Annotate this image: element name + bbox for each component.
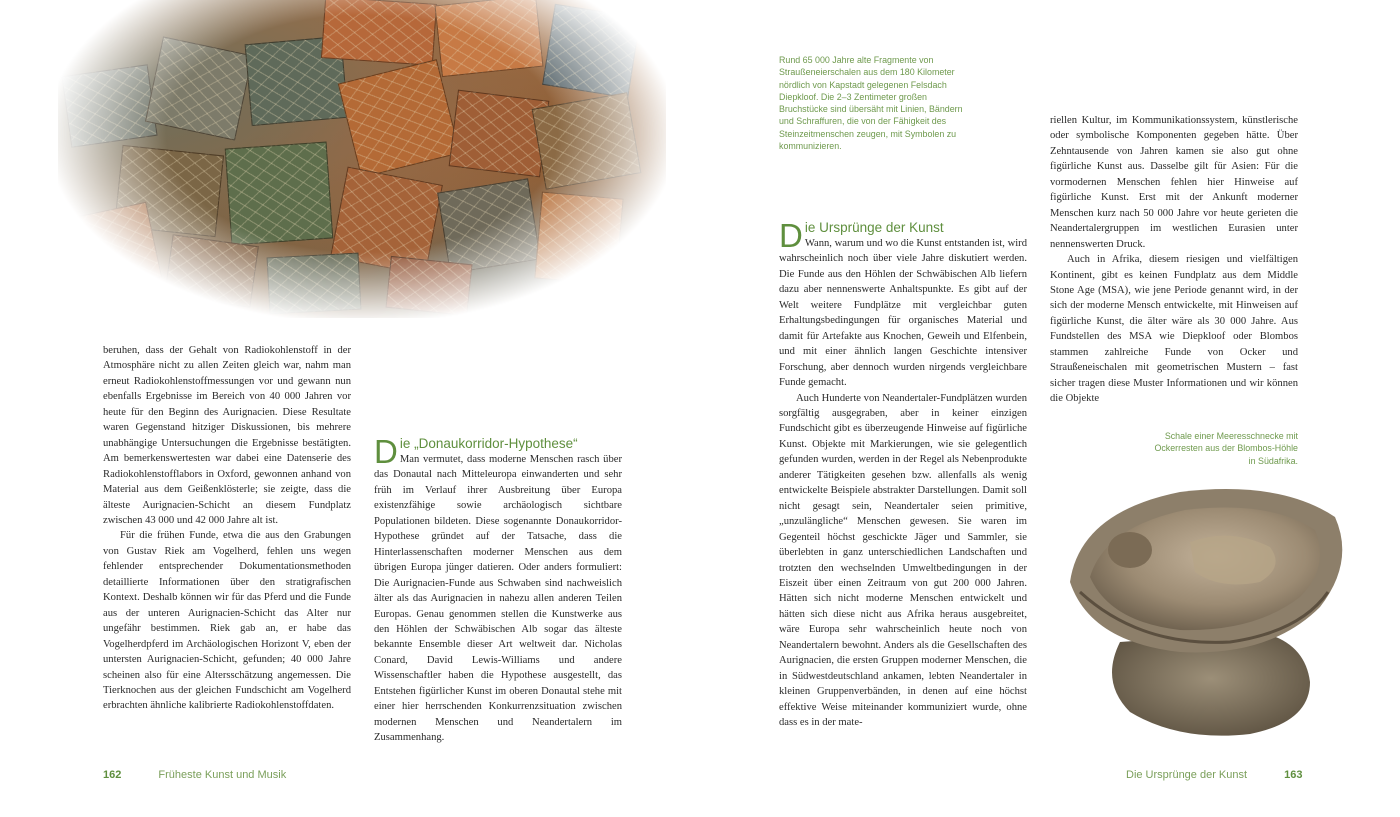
right-column-1 [779, 236, 1027, 731]
footer-left [103, 769, 286, 781]
section-heading [374, 433, 622, 470]
heading-text: ie „Donaukorridor-Hypothese“ [399, 436, 578, 451]
paragraph: Für die frühen Funde, etwa die aus den Grabungen von Gustav Riek am Vogelherd, fehlen uns wegen fehlender entsprechender Dokumentationsmethoden detaillierte Informationen über den stratigrafischen Kontext. Deshalb können wir für das Pferd und die Funde aus der unteren Aurignacien-Schicht das Alter nur ungefähr bestimmen. Riek gab an, er habe das Vogelherdpferd im Archäologischen Horizont V, eben der untersten Aurignacien-Schicht, gefunden; 40 000 Jahre scheinen also für eine Altersschätzung angemessen. Die Tierknochen aus der gleichen Fundschicht am Vogelherd erbrachten ähnliche kalibrierte Radiokohlenstoffdaten. [103, 530, 351, 712]
paragraph: Auch Hunderte von Neandertaler-Fundplätzen wurden sorgfältig ausgegraben, aber in keiner einzigen Fundschicht gibt es überzeugende Hinweise auf figürliche Kunst. Objekte mit Markierungen, wie sie gelegentlich gefunden wurden, werden in der Regel als Nebenprodukte anderer Tätigkeiten gesehen bzw. allenfalls als wenig entwickelte Beispiele abstrakter Darstellungen. Damit soll nicht gesagt sein, Neandertaler seien primitive, „unzulängliche“ Menschen gewesen. Sie waren im Gegenteil höchst geschickte Jäger und Sammler, sie überlebten in ganz unterschiedlichen Landschaften und trotzten den wechselnden Umweltbedingungen in der Eiszeit über einen Zeitraum von gut 200 000 Jahren. Hätten sich nicht moderne Menschen entwickelt und hätten sich diese nicht aus Afrika heraus ausgebreitet, wäre Europa sehr wahrscheinlich heute noch von Neandertalern bewohnt. Anders als die Gesellschaften des Aurignacien, die ersten Gruppen moderner Menschen, die in Südwestdeutschland ankamen, lebten Neandertaler in kleinen Gruppenverbänden, in denen auf eine höchst effektive Weise miteinander kommuniziert wurde, ohne dass es in der mate- [779, 392, 1027, 729]
right-column-2 [1050, 113, 1298, 407]
dropcap: D [779, 217, 803, 254]
running-title: Die Ursprünge der Kunst [1126, 769, 1248, 781]
paragraph: riellen Kultur, im Kommunikationssystem, künstlerische oder symbolische Komponenten gegeben hätte. Über Zehntausende von Jahren kamen sie also gut ohne figürliche Kunst aus. Dasselbe gilt für Asien: Für die vormodernen Menschen fehlen hier Hinweise auf figürliche Kunst. Erst mit der Ankunft moderner Menschen kurz nach 50 000 Jahre vor heute gerieten die Neandertalergruppen im westlichen Eurasien unter nennenswerten Druck. [1050, 115, 1298, 250]
left-column-2 [374, 452, 622, 746]
shell-photo [1060, 472, 1350, 747]
footer-right [1126, 769, 1302, 781]
eggshell-fragments-photo [58, 0, 666, 318]
dropcap: D [374, 433, 398, 470]
shell-caption: Schale einer Meeresschnecke mit Ockerresten aus der Blombos-Höhle in Südafrika. [1154, 431, 1298, 466]
paragraph: beruhen, dass der Gehalt von Radiokohlenstoff in der Atmosphäre nicht zu allen Zeiten gleich war, nahm man erneut Radiokohlenstoffmessungen vor und gewann nun ebenfalls Ergebnisse im Bereich von 40 000 Jahren vor heute für den Beginn des Aurignacien. Diese Resultate waren Gegenstand hitziger Diskussionen, bis mehrere unabhängige Untersuchungen die Ergebnisse bestätigten. Am bemerkenswertesten war dabei eine Datenserie des Radiokohlenstofflabors in Oxford, gewonnen anhand von Material aus dem Geißenklösterle; sie zeigte, dass die älteste Aurignacien-Schicht an diesem Fundplatz zwischen 43 000 und 42 000 Jahre alt ist. [103, 345, 351, 526]
page-number: 162 [103, 769, 122, 781]
heading-text: ie Ursprünge der Kunst [804, 220, 944, 235]
section-heading [779, 217, 1027, 254]
eggshell-caption: Rund 65 000 Jahre alte Fragmente von Straußeneierschalen aus dem 180 Kilometer nördlich von Kapstadt gelegenen Felsdach Diepkloof. Die 2–3 Zentimeter großen Bruchstücke sind übersäht mit Linien, Bändern und Schraffuren, die von der Fähigkeit des Steinzeitmenschen zeugen, mit Symbolen zu kommunizieren. [779, 55, 963, 152]
section-donaukorridor [374, 433, 622, 746]
paragraph: Man vermutet, dass moderne Menschen rasch über das Donautal nach Mitteleuropa einwanderten und sehr früh im Verlauf ihrer Ausbreitung über Europa existenzfähige sowie archäologisch sichtbare Populationen bildeten. Diese sogenannte Donaukorridor-Hypothese gründet auf der Tatsache, dass die Hinterlassenschaften moderner Menschen aus dem übrigen Europa jünger datieren. Oder anders formuliert: Die Aurignacien-Funde aus Schwaben sind nachweislich älter als das Aurignacien in nahezu allen anderen Teilen Europas. Genau genommen stellen die Kunstwerke aus den Höhlen der Schwäbischen Alb sogar das älteste bekannte Ensemble dieser Art weltweit dar. Nicholas Conard, David Lewis-Williams und andere Wissenschaftler haben die Hypothese ausgestellt, das Entstehen figürlicher Kunst im oberen Donautal stehe mit einer hier herrschenden Konkurrenzsituation zwischen modernen Menschen und Neandertalern im Zusammenhang. [374, 454, 622, 744]
section-urspruenge [779, 217, 1028, 731]
page-number: 163 [1284, 769, 1303, 781]
paragraph: Auch in Afrika, diesem riesigen und vielfältigen Kontinent, gibt es keinen Fundplatz aus dem Middle Stone Age (MSA), wie jene Periode genannt wird, in der sich der moderne Mensch entwickelte, mit Hinweisen auf figürliche Kunst, die älter wäre als 30 000 Jahre. Aus Fundstellen des MSA wie Diepkloof oder Blombos stammen zahlreiche Funde von Ocker und Straußeneischalen mit geometrischen Mustern – fast sicher tragen diese Muster Informationen und wir können die Objekte [1050, 254, 1298, 405]
running-title: Früheste Kunst und Musik [158, 769, 287, 781]
paragraph: Wann, warum und wo die Kunst entstanden ist, wird wahrscheinlich noch über viele Jahre diskutiert werden. Die Funde aus den Höhlen der Schwäbischen Alb liefern dazu aber nennenswerte Anhaltspunkte. Es gibt auf der Welt weitere Fundplätze mit vergleichbar guten Erhaltungsbedingungen für organisches Material und damit für Artefakte aus Knochen, Geweih und Elfenbein, und mit einer ähnlich langen Geschichte intensiver Forschung, aber dennoch wurden nirgends vergleichbare Funde gemacht. [779, 238, 1028, 389]
left-column-1 [103, 343, 351, 714]
